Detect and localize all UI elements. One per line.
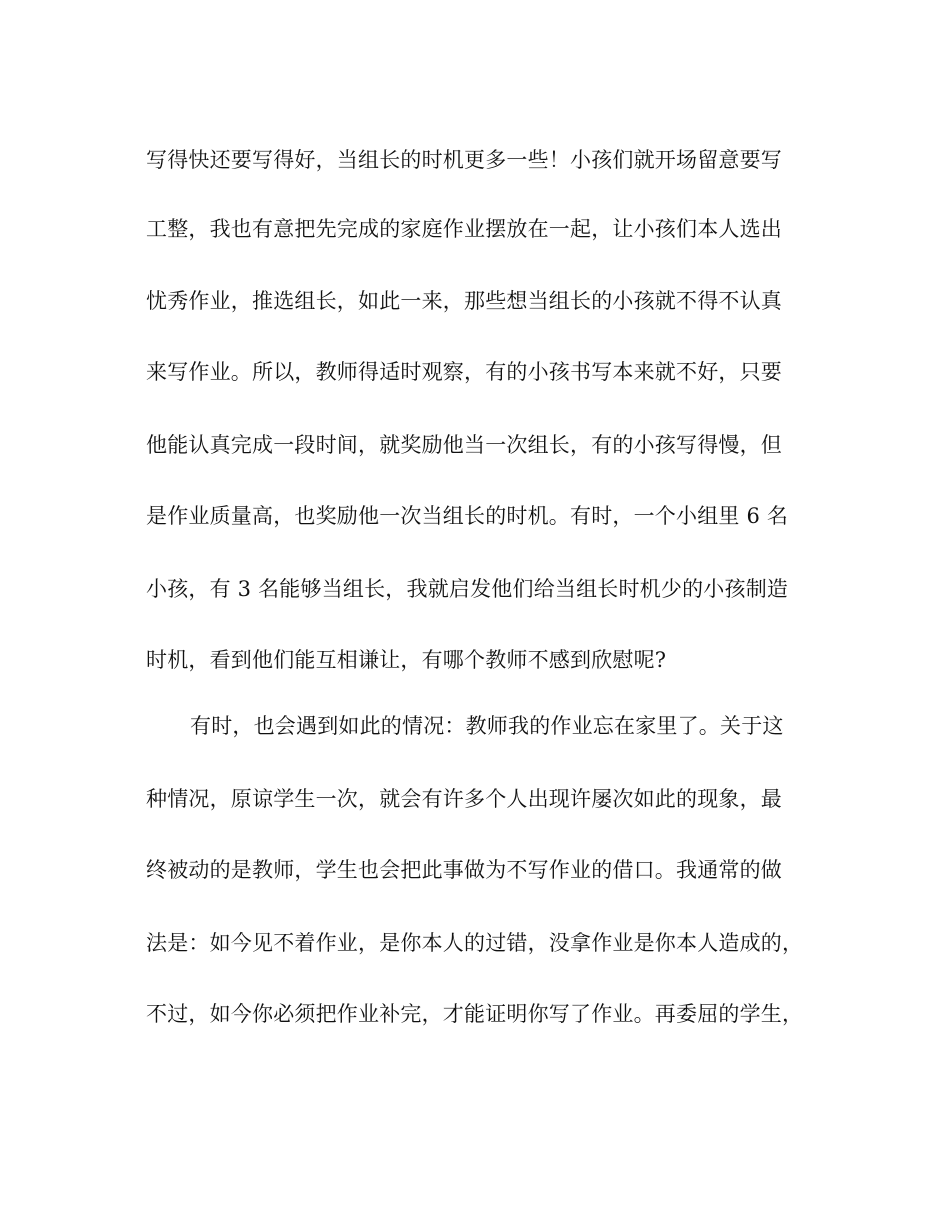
paragraph-line: 是作业质量高，也奖励他一次当组长的时机。有时，一个小组里 6 名 (146, 504, 789, 528)
paragraph-line: 忧秀作业，推选组长，如此一来，那些想当组长的小孩就不得不认真 (146, 289, 782, 313)
paragraph-line: 时机，看到他们能互相谦让，有哪个教师不感到欣慰呢? (146, 648, 667, 672)
paragraph-line: 小孩，有 3 名能够当组长，我就启发他们给当组长时机少的小孩制造 (146, 577, 789, 601)
paragraph-line: 终被动的是教师，学生也会把此事做为不写作业的借口。我通常的做 (146, 858, 782, 882)
paragraph-line: 他能认真完成一段时间，就奖励他当一次组长，有的小孩写得慢，但 (146, 433, 782, 457)
paragraph-line: 写得快还要写得好，当组长的时机更多一些！小孩们就开场留意要写 (146, 148, 782, 172)
paragraph-line: 不过，如今你必须把作业补完，才能证明你写了作业。再委屈的学生， (146, 1002, 804, 1026)
paragraph-line: 法是：如今见不着作业，是你本人的过错，没拿作业是你本人造成的， (146, 931, 804, 955)
paragraph-first-line: 有时，也会遇到如此的情况：教师我的作业忘在家里了。关于这 (190, 714, 784, 738)
paragraph-line: 工整，我也有意把先完成的家庭作业摆放在一起，让小孩们本人选出 (146, 217, 782, 241)
paragraph-line: 种情况，原谅学生一次，就会有许多个人出现许屡次如此的现象，最 (146, 787, 782, 811)
paragraph-line: 来写作业。所以，教师得适时观察，有的小孩书写本来就不好，只要 (146, 360, 782, 384)
